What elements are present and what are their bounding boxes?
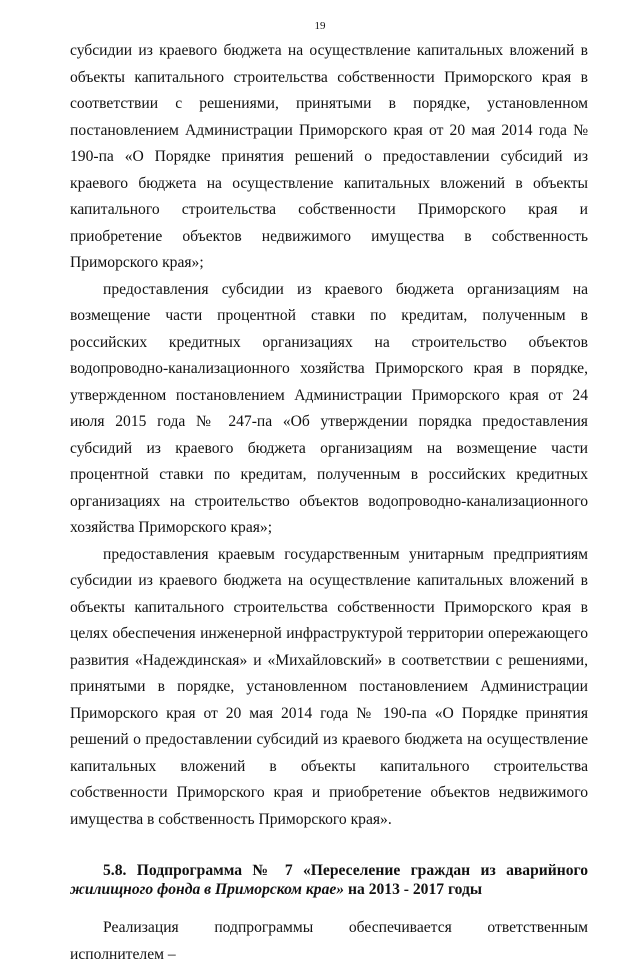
page-number: 19 <box>314 20 326 32</box>
paragraph-unitary-enterprises-subsidy: предоставления краевым государственным унитарным предприятиям субсидии из краевого бюджета на осуществление капитальных вложений в объекты капитального строительства собственности Приморского края в целях обеспечения инженерной инфраструктурой территории опережающего развития «Надеждинская» и «Михайловский» в соответствии с решениями, принятыми в порядке, установленном постановлением Администрации Приморского края от 20 мая 2014 года № 190-па «О Порядке принятия решений о предоставлении субсидий из краевого бюджета на осуществление капитальных вложений в объекты капитального строительства собственности Приморского края и приобретение объектов недвижимого имущества в собственность Приморского края». <box>70 545 588 828</box>
section-heading-suffix: на 2013 - 2017 годы <box>344 881 483 898</box>
section-heading-italic: жилищного фонда в Приморском крае» <box>70 881 345 898</box>
paragraph-implementation: Реализация подпрограммы обеспечивается ответственным исполнителем – <box>70 919 588 963</box>
section-heading-lead: 5.8. Подпрограмма № 7 «Переселение граждан из аварийного <box>103 862 588 879</box>
section-heading-5-8 <box>70 861 588 899</box>
paragraph-interest-rate-subsidy: предоставления субсидии из краевого бюджета организациям на возмещение части процентной ставки по кредитам, полученным в российских кредитных организациях на строительство объектов водопроводно-канализационного хозяйства Приморского края в порядке, утвержденном постановлением Администрации Приморского края от 24 июля 2015 года № 247-па «Об утверждении порядка предоставления субсидий из краевого бюджета организациям на возмещение части процентной ставки по кредитам, полученным в российских кредитных организациях на строительство объектов водопроводно-канализационного хозяйства Приморского края»; <box>70 280 588 536</box>
page-content <box>70 38 588 968</box>
paragraph-subsidies-capital-investment: субсидии из краевого бюджета на осуществление капитальных вложений в объекты капитального строительства собственности Приморского края в соответствии с решениями, принятыми в порядке, установленном постановлением Администрации Приморского края от 20 мая 2014 года № 190-па «О Порядке принятия решений о предоставлении субсидий из краевого бюджета на осуществление капитальных вложений в объекты капитального строительства собственности Приморского края и приобретение объектов недвижимого имущества в собственность Приморского края»; <box>70 42 588 271</box>
